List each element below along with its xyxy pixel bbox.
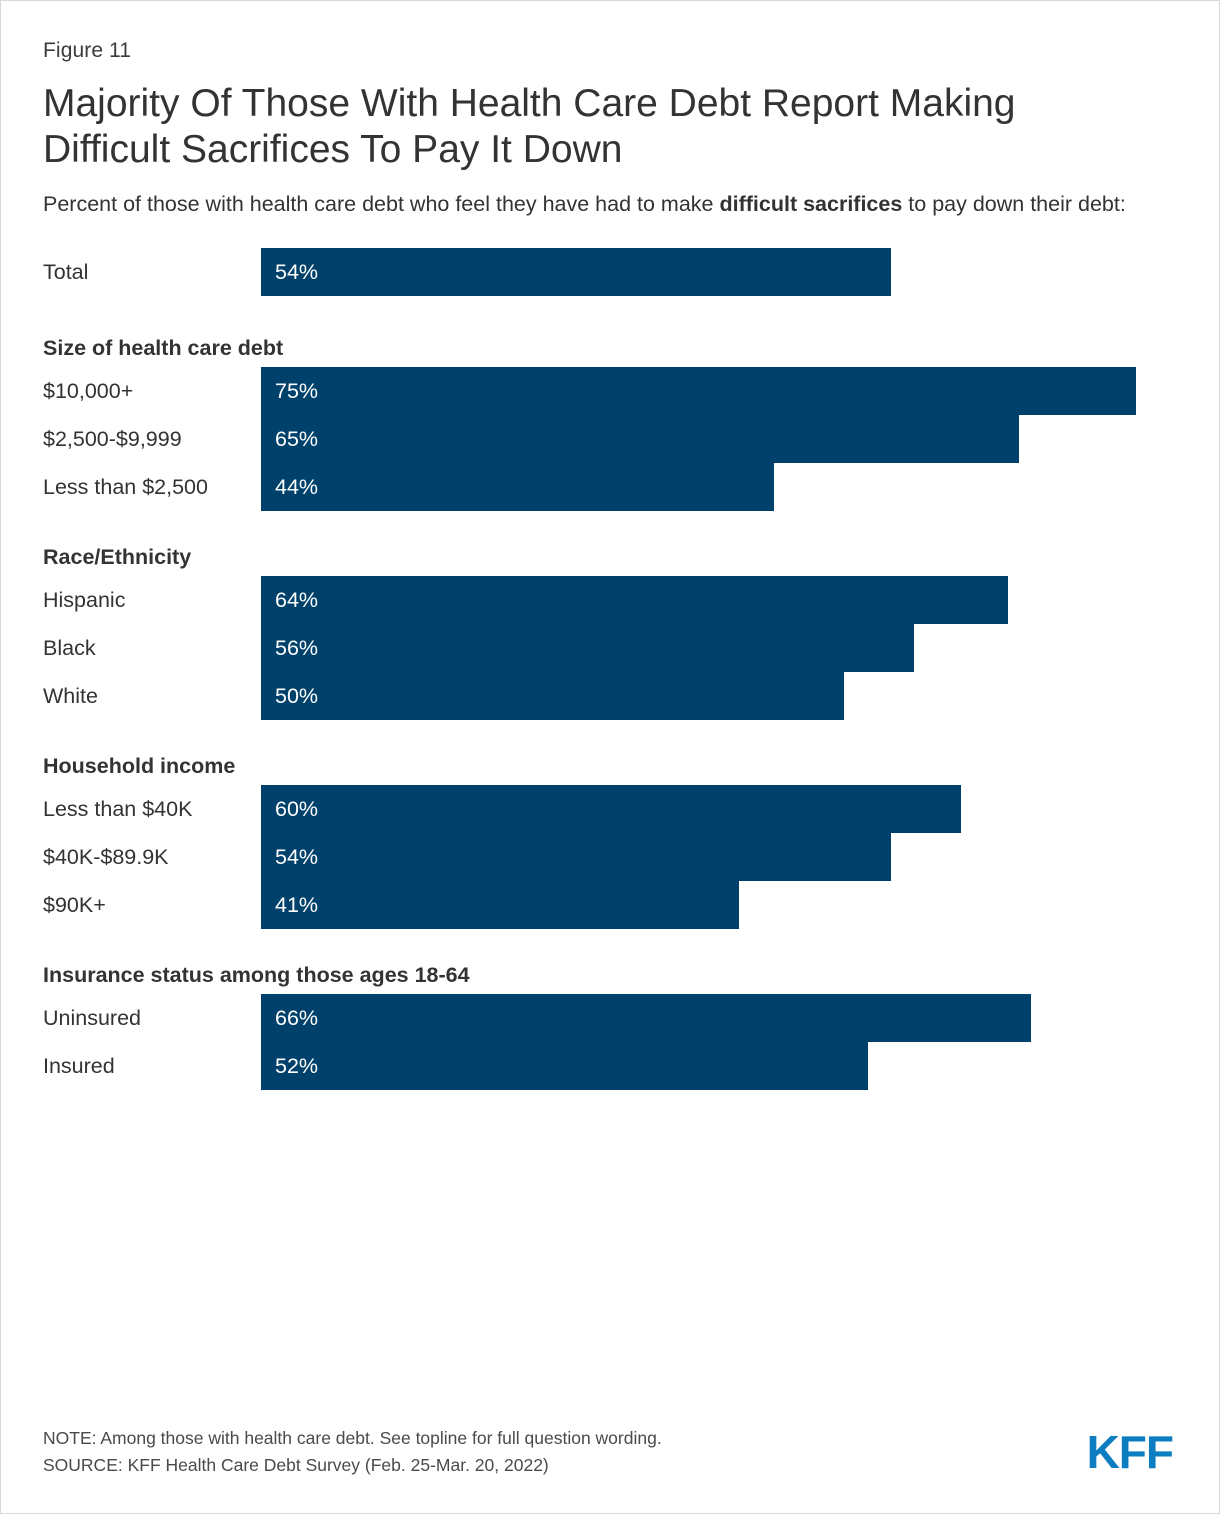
table-row <box>43 415 1177 463</box>
figure-content <box>43 1 1177 1090</box>
bar-value-debt-10000: 75% <box>275 378 319 403</box>
row-label-uninsured: Uninsured <box>43 1005 141 1030</box>
bar-income-90plus <box>261 881 739 929</box>
row-label-debt-less2500: Less than $2,500 <box>43 474 208 499</box>
bar-value-total: 54% <box>275 259 319 284</box>
bar-track <box>261 415 1177 463</box>
footer-note: NOTE: Among those with health care debt. See topline for full question wording. <box>43 1427 662 1448</box>
bar-value-white: 50% <box>275 683 319 708</box>
bar-value-debt-2500: 65% <box>275 426 319 451</box>
bar-income-40-89 <box>261 833 891 881</box>
subtitle-text-2: to pay down their debt: <box>902 192 1126 217</box>
bar-track <box>261 672 1177 720</box>
table-row <box>43 785 1177 833</box>
bar-income-less40 <box>261 785 961 833</box>
bar-white <box>261 672 844 720</box>
group-header-debt: Size of health care debt <box>43 336 284 361</box>
bar-value-income-90plus: 41% <box>275 892 319 917</box>
bar-value-insured: 52% <box>275 1053 319 1078</box>
bar-insured <box>261 1042 868 1090</box>
bar-black <box>261 624 914 672</box>
group-header-income: Household income <box>43 754 236 779</box>
row-label-insured: Insured <box>43 1053 115 1078</box>
table-row <box>43 463 1177 511</box>
bar-value-income-40-89: 54% <box>275 844 319 869</box>
bar-track <box>261 576 1177 624</box>
bar-value-black: 56% <box>275 635 319 660</box>
figure-label: Figure 11 <box>43 39 132 62</box>
figure-footer <box>43 1425 1177 1479</box>
table-row <box>43 1042 1177 1090</box>
bar-uninsured <box>261 994 1031 1042</box>
table-row <box>43 576 1177 624</box>
kff-logo: KFF <box>1086 1426 1173 1478</box>
bar-track <box>261 785 1177 833</box>
subtitle-emphasis: difficult sacrifices <box>719 192 903 217</box>
row-label-debt-2500: $2,500-$9,999 <box>43 426 182 451</box>
bar-value-debt-less2500: 44% <box>275 474 319 499</box>
bar-track <box>261 367 1177 415</box>
group-header-race: Race/Ethnicity <box>43 545 192 570</box>
bar-track <box>261 624 1177 672</box>
bar-total <box>261 248 891 296</box>
row-label-hispanic: Hispanic <box>43 587 126 612</box>
table-row <box>43 672 1177 720</box>
chart-subtitle <box>43 189 1177 220</box>
bar-track <box>261 881 1177 929</box>
row-label-black: Black <box>43 635 96 660</box>
table-row <box>43 833 1177 881</box>
table-row <box>43 367 1177 415</box>
bar-track <box>261 994 1177 1042</box>
row-label-white: White <box>43 683 98 708</box>
bar-track <box>261 1042 1177 1090</box>
table-row <box>43 881 1177 929</box>
bar-debt-10000 <box>261 367 1136 415</box>
bar-hispanic <box>261 576 1008 624</box>
bar-value-hispanic: 64% <box>275 587 319 612</box>
footer-source: SOURCE: KFF Health Care Debt Survey (Feb. 25-Mar. 20, 2022) <box>43 1454 549 1475</box>
table-row <box>43 248 1177 296</box>
bar-value-income-less40: 60% <box>275 796 319 821</box>
bar-chart <box>43 248 1177 1090</box>
row-label-total: Total <box>43 259 89 284</box>
bar-value-uninsured: 66% <box>275 1005 319 1030</box>
bar-debt-2500 <box>261 415 1019 463</box>
row-label-income-40-89: $40K-$89.9K <box>43 844 169 869</box>
bar-track <box>261 833 1177 881</box>
table-row <box>43 994 1177 1042</box>
page-title: Majority Of Those With Health Care Debt Report Making Difficult Sacrifices To Pay It Down <box>43 82 1016 171</box>
bar-track <box>261 248 1177 296</box>
bar-debt-less2500 <box>261 463 774 511</box>
bar-track <box>261 463 1177 511</box>
row-label-debt-10000: $10,000+ <box>43 378 134 403</box>
table-row <box>43 624 1177 672</box>
subtitle-text-1: Percent of those with health care debt who feel they have had to make <box>43 192 720 217</box>
row-label-income-90plus: $90K+ <box>43 892 106 917</box>
row-label-income-less40: Less than $40K <box>43 796 193 821</box>
group-header-insurance: Insurance status among those ages 18-64 <box>43 963 470 988</box>
